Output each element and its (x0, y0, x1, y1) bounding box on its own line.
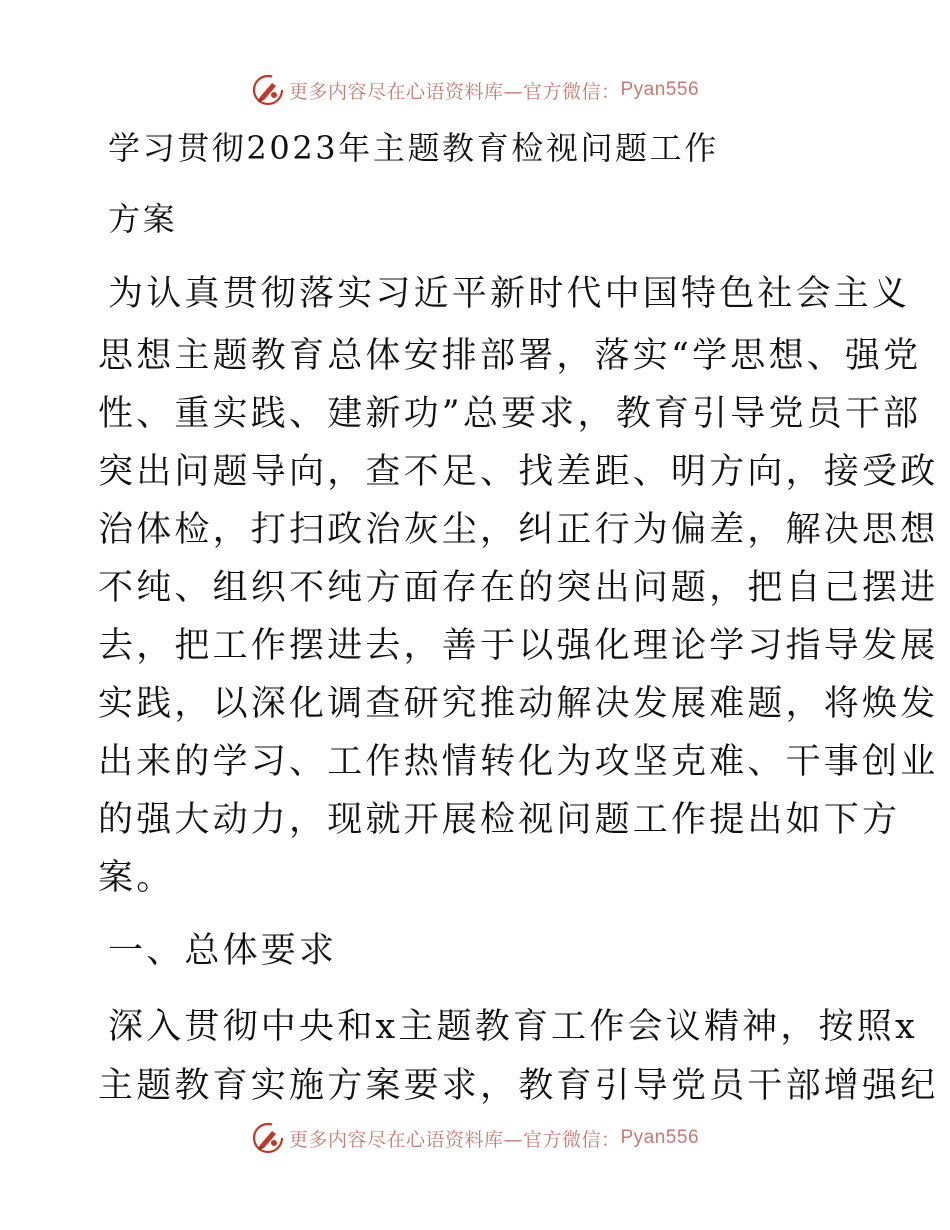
intro-line: 性、重实践、建新功”总要求，教育引导党员干部 (98, 394, 922, 434)
section-heading: 一、总体要求 (108, 931, 338, 971)
intro-line: 为认真贯彻落实习近平新时代中国特色社会主义 (108, 274, 911, 314)
footer-watermark (0, 1118, 950, 1158)
watermark-text: 更多内容尽在心语资料库—官方微信： (288, 80, 621, 103)
intro-line: 思想主题教育总体安排部署，落实“学思想、强党 (98, 336, 922, 376)
intro-line: 出来的学习、工作热情转化为攻坚克难、干事创业 (98, 742, 939, 782)
intro-line: 案。 (98, 858, 175, 898)
document-title-line-1: 学习贯彻2023年主题教育检视问题工作 (108, 129, 719, 167)
pen-seal-logo-icon (251, 73, 285, 107)
watermark-handle: Pyan556 (620, 79, 700, 100)
pen-seal-logo-icon (251, 1121, 285, 1155)
watermark-handle: Pyan556 (620, 1127, 700, 1148)
intro-line: 治体检，打扫政治灰尘，纠正行为偏差，解决思想 (98, 510, 939, 550)
intro-line: 不纯、组织不纯方面存在的突出问题，把自己摆进 (98, 568, 939, 608)
intro-line: 的强大动力，现就开展检视问题工作提出如下方 (98, 800, 901, 840)
section-line: 主题教育实施方案要求，教育引导党员干部增强纪 (98, 1066, 939, 1106)
intro-line: 突出问题导向，查不足、找差距、明方向，接受政 (98, 452, 939, 492)
intro-line: 去，把工作摆进去，善于以强化理论学习指导发展 (98, 626, 939, 666)
section-line: 深入贯彻中央和x主题教育工作会议精神，按照x (108, 1007, 918, 1047)
document-title-line-2: 方案 (108, 200, 178, 238)
intro-line: 实践，以深化调查研究推动解决发展难题，将焕发 (98, 684, 939, 724)
header-watermark (0, 70, 950, 110)
watermark-text: 更多内容尽在心语资料库—官方微信： (288, 1128, 621, 1151)
